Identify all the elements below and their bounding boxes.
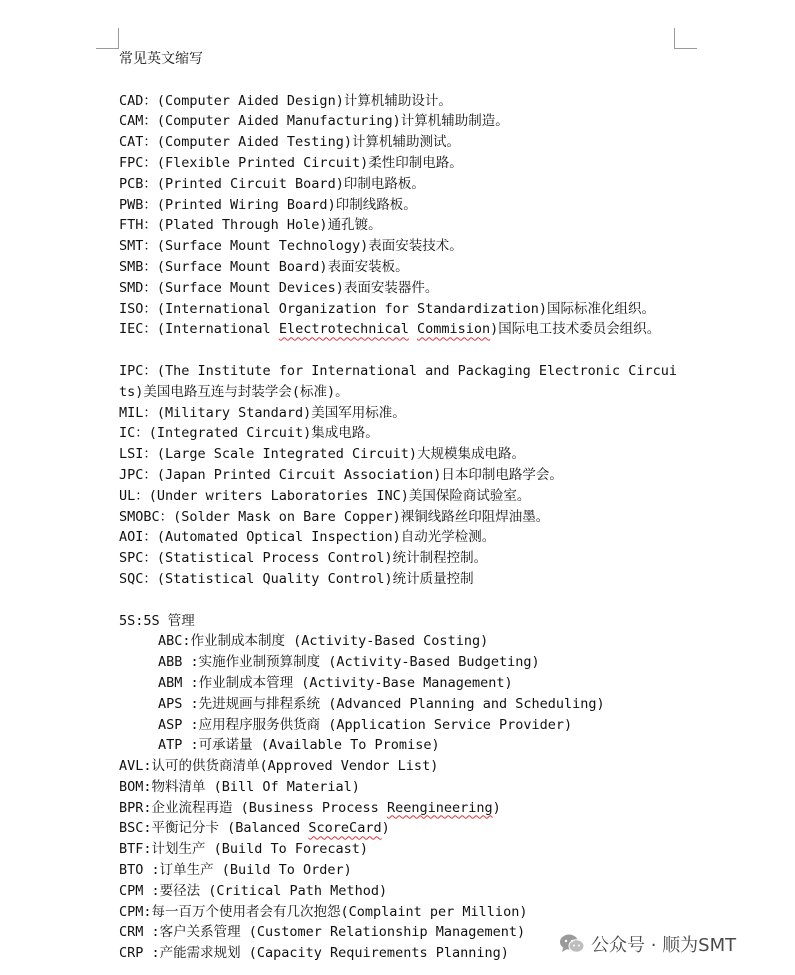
abbr-line: BTF:计划生产 (Build To Forecast) [119,841,369,858]
abbr-line-indented: ABB :实施作业制预算制度 (Activity-Based Budgeting) [158,654,540,671]
abbr-line-iec [119,319,679,340]
abbr-line-bsc [119,818,679,839]
abbr-line-indented: ABM :作业制成本管理 (Activity-Base Management) [158,674,513,691]
document-title: 常见英文缩写 [119,51,203,67]
abbr-line: FTH：(Plated Through Hole)通孔镀。 [119,217,382,234]
blank-line [119,70,679,91]
abbr-line: CAD：(Computer Aided Design)计算机辅助设计。 [119,92,452,109]
abbr-line: SMD：(Surface Mount Devices)表面安装器件。 [119,279,439,296]
abbr-line: SQC：(Statistical Quality Control)统计质量控制 [119,570,474,587]
iec-suffix: )国际电工技术委员会组织。 [490,321,661,338]
bsc-prefix: BSC:平衡记分卡 (Balanced [119,820,309,837]
abbr-line: FPC：(Flexible Printed Circuit)柔性印制电路。 [119,154,463,171]
abbr-line: AVL:认可的供货商清单(Approved Vendor List) [119,758,439,775]
page-corner-mark-top-left [96,28,119,49]
blank-line [119,340,679,361]
abbr-line: MIL：(Military Standard)美国军用标准。 [119,404,406,421]
abbr-line-bpr [119,798,679,819]
abbr-line: PWB：(Printed Wiring Board)印制线路板。 [119,196,417,213]
abbr-line: IC：(Integrated Circuit)集成电路。 [119,425,379,442]
abbr-line: SMB：(Surface Mount Board)表面安装板。 [119,258,409,275]
abbr-line: JPC：(Japan Printed Circuit Association)日本印制电路学会。 [119,466,563,483]
abbr-line: SMT：(Surface Mount Technology)表面安装技术。 [119,238,463,255]
spellcheck-word: ScoreCard [308,820,382,837]
abbr-line: CPM:每一百万个使用者会有几次抱怨(Complaint per Million) [119,903,528,920]
spellcheck-word: Electrotechnical [278,321,409,338]
abbr-line: CRM :客户关系管理 (Customer Relationship Management) [119,924,526,941]
spellcheck-word: Reengineering [386,799,493,816]
abbr-line-ipc: IPC：(The Institute for International and Packaging Electronic Circuits)美国电路互连与封装学会(标准)。 [119,362,678,400]
abbr-line: CAT：(Computer Aided Testing)计算机辅助测试。 [119,134,460,151]
abbr-line-indented: ATP :可承诺量 (Available To Promise) [158,737,440,754]
abbr-line-indented: ASP :应用程序服务供货商 (Application Service Provider) [158,716,573,733]
iec-middle [409,321,417,337]
abbr-line: BOM:物料清单 (Bill Of Material) [119,778,360,795]
bsc-suffix: ) [381,820,390,837]
page-corner-mark-top-right [674,28,697,49]
spellcheck-word: Commision [417,321,491,338]
abbr-line-indented: ABC:作业制成本制度 (Activity-Based Costing) [158,633,489,650]
abbr-line: SMOBC：(Solder Mask on Bare Copper)裸铜线路丝印阻焊油墨。 [119,508,550,525]
abbr-line: UL：(Under writers Laboratories INC)美国保险商试验室。 [119,487,531,504]
abbr-line: CAM：(Computer Aided Manufacturing)计算机辅助制造。 [119,113,509,130]
section-heading-5s: 5S:5S 管理 [119,612,195,629]
wechat-icon [559,933,585,955]
abbr-line: LSI：(Large Scale Integrated Circuit)大规模集成电路。 [119,446,525,463]
abbr-line: BTO :订单生产 (Build To Order) [119,862,352,879]
abbr-line: PCB：(Printed Circuit Board)印制电路板。 [119,175,425,192]
iec-prefix: IEC：(International [119,321,279,338]
abbr-line-indented: APS :先进规画与排程系统 (Advanced Planning and Scheduling) [158,695,605,712]
abbr-line: ISO：(International Organization for Standardization)国际标准化组织。 [119,300,656,317]
document-page [119,49,679,964]
abbr-line: CRP :产能需求规划 (Capacity Requirements Planning) [119,945,509,962]
wechat-watermark [555,930,744,958]
abbr-line: SPC：(Statistical Process Control)统计制程控制。 [119,550,488,567]
bpr-suffix: ) [492,799,501,816]
abbr-line: CPM :要径法 (Critical Path Method) [119,882,388,899]
abbr-line: AOI：(Automated Optical Inspection)自动光学检测。 [119,529,496,546]
watermark-text: 公众号 · 顺为SMT [591,935,737,956]
bpr-prefix: BPR:企业流程再造 (Business Process [119,799,387,816]
blank-line [119,590,679,611]
